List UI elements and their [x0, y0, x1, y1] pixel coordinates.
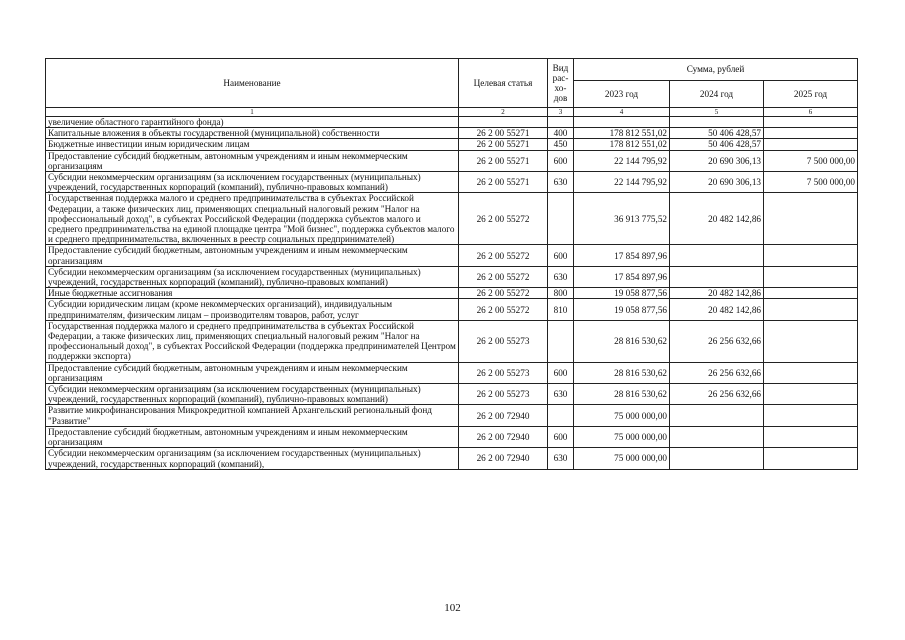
row-article: 26 2 00 55272 — [459, 288, 548, 299]
table-row — [46, 172, 858, 193]
row-name: Государственная поддержка малого и среднего предпринимательства в субъектах Российской Федерации, а также физических лиц, применяющих специальный налоговый режим "Налог на профессиональный доход", в субъектах Российской Федерации (поддержка субъектов малого и среднего предпринимательства на единой площадке центра "Мой бизнес", поддержка субъектов малого и среднего предпринимательства, включенных в реестр социальных предпринимателей) — [46, 193, 459, 245]
table-header — [46, 59, 858, 117]
row-sum-2024: 20 690 306,13 — [670, 150, 764, 171]
row-sum-2023: 178 812 551,02 — [574, 128, 670, 139]
row-kind: 800 — [548, 288, 574, 299]
row-kind — [548, 117, 574, 128]
row-article: 26 2 00 55273 — [459, 320, 548, 362]
table-row — [46, 128, 858, 139]
row-sum-2023: 17 854 897,96 — [574, 245, 670, 266]
row-sum-2023: 75 000 000,00 — [574, 448, 670, 469]
row-name: Предоставление субсидий бюджетным, автономным учреждениям и иным некоммерческим организациям — [46, 150, 459, 171]
row-sum-2024: 20 482 142,86 — [670, 193, 764, 245]
table-body — [46, 117, 858, 470]
row-article — [459, 117, 548, 128]
row-sum-2024 — [670, 117, 764, 128]
table-row — [46, 193, 858, 245]
column-index: 2 — [459, 108, 548, 117]
row-sum-2024 — [670, 266, 764, 287]
row-kind — [548, 405, 574, 426]
row-kind: 600 — [548, 362, 574, 383]
row-name: Предоставление субсидий бюджетным, автономным учреждениям и иным некоммерческим организациям — [46, 426, 459, 447]
row-kind: 600 — [548, 150, 574, 171]
row-sum-2024 — [670, 426, 764, 447]
row-name: Субсидии некоммерческим организациям (за исключением государственных (муниципальных) учреждений, государственных корпораций (компаний), публично-правовых компаний) — [46, 172, 459, 193]
table-row — [46, 362, 858, 383]
row-article: 26 2 00 55273 — [459, 384, 548, 405]
table-row — [46, 245, 858, 266]
table-row — [46, 288, 858, 299]
column-index: 3 — [548, 108, 574, 117]
row-name: Развитие микрофинансирования Микрокредитной компанией Архангельский региональный фонд "Развитие" — [46, 405, 459, 426]
row-sum-2024 — [670, 405, 764, 426]
row-sum-2023: 75 000 000,00 — [574, 405, 670, 426]
row-name: Субсидии некоммерческим организациям (за исключением государственных (муниципальных) учреждений, государственных корпораций (компаний), — [46, 448, 459, 469]
row-article: 26 2 00 55272 — [459, 266, 548, 287]
row-sum-2023: 28 816 530,62 — [574, 384, 670, 405]
row-article: 26 2 00 55273 — [459, 362, 548, 383]
header-article: Целевая статья — [459, 59, 548, 108]
row-kind — [548, 320, 574, 362]
row-article: 26 2 00 55271 — [459, 150, 548, 171]
row-sum-2023: 22 144 795,92 — [574, 172, 670, 193]
row-sum-2024 — [670, 448, 764, 469]
row-sum-2023: 22 144 795,92 — [574, 150, 670, 171]
row-sum-2025 — [764, 426, 858, 447]
row-name: увеличение областного гарантийного фонда) — [46, 117, 459, 128]
row-name: Капитальные вложения в объекты государственной (муниципальной) собственности — [46, 128, 459, 139]
row-sum-2024: 26 256 632,66 — [670, 384, 764, 405]
row-sum-2025 — [764, 362, 858, 383]
budget-table — [45, 58, 858, 470]
row-sum-2023: 75 000 000,00 — [574, 426, 670, 447]
header-name: Наименование — [46, 59, 459, 108]
row-kind: 600 — [548, 245, 574, 266]
table-row — [46, 384, 858, 405]
row-kind: 630 — [548, 448, 574, 469]
row-kind: 600 — [548, 426, 574, 447]
header-year-2025: 2025 год — [764, 81, 858, 108]
row-sum-2025 — [764, 266, 858, 287]
row-sum-2024: 20 482 142,86 — [670, 299, 764, 320]
row-sum-2023: 17 854 897,96 — [574, 266, 670, 287]
table-row — [46, 426, 858, 447]
row-sum-2023: 19 058 877,56 — [574, 299, 670, 320]
row-sum-2024: 50 406 428,57 — [670, 128, 764, 139]
table-row — [46, 266, 858, 287]
row-sum-2024: 26 256 632,66 — [670, 320, 764, 362]
row-name: Предоставление субсидий бюджетным, автономным учреждениям и иным некоммерческим организациям — [46, 245, 459, 266]
row-name: Субсидии некоммерческим организациям (за исключением государственных (муниципальных) учреждений, государственных корпораций (компаний), публично-правовых компаний) — [46, 266, 459, 287]
row-name: Субсидии юридическим лицам (кроме некоммерческих организаций), индивидуальным предпринимателям, физическим лицам – производителям товаров, работ, услуг — [46, 299, 459, 320]
row-sum-2025 — [764, 448, 858, 469]
row-sum-2025 — [764, 245, 858, 266]
row-kind: 630 — [548, 384, 574, 405]
header-year-2023: 2023 год — [574, 81, 670, 108]
row-name: Бюджетные инвестиции иным юридическим лицам — [46, 139, 459, 150]
table-row — [46, 299, 858, 320]
row-kind: 810 — [548, 299, 574, 320]
row-name: Субсидии некоммерческим организациям (за исключением государственных (муниципальных) учреждений, государственных корпораций (компаний), публично-правовых компаний) — [46, 384, 459, 405]
row-kind: 630 — [548, 266, 574, 287]
row-sum-2025 — [764, 139, 858, 150]
row-article: 26 2 00 72940 — [459, 448, 548, 469]
table-row — [46, 117, 858, 128]
row-article: 26 2 00 55272 — [459, 299, 548, 320]
row-kind — [548, 193, 574, 245]
row-sum-2025 — [764, 299, 858, 320]
row-sum-2024: 50 406 428,57 — [670, 139, 764, 150]
row-sum-2023: 19 058 877,56 — [574, 288, 670, 299]
row-sum-2023: 36 913 775,52 — [574, 193, 670, 245]
row-sum-2024: 20 690 306,13 — [670, 172, 764, 193]
row-sum-2025 — [764, 320, 858, 362]
header-sum: Сумма, рублей — [574, 59, 858, 81]
row-sum-2025 — [764, 384, 858, 405]
row-sum-2023: 28 816 530,62 — [574, 320, 670, 362]
row-article: 26 2 00 55271 — [459, 172, 548, 193]
row-kind: 630 — [548, 172, 574, 193]
row-article: 26 2 00 72940 — [459, 426, 548, 447]
row-kind: 450 — [548, 139, 574, 150]
table-row — [46, 139, 858, 150]
row-sum-2024: 20 482 142,86 — [670, 288, 764, 299]
row-sum-2025 — [764, 193, 858, 245]
column-index: 1 — [46, 108, 459, 117]
table-row — [46, 405, 858, 426]
row-article: 26 2 00 55271 — [459, 128, 548, 139]
row-sum-2025 — [764, 405, 858, 426]
column-index: 4 — [574, 108, 670, 117]
header-year-2024: 2024 год — [670, 81, 764, 108]
page-number: 102 — [444, 602, 461, 614]
row-article: 26 2 00 55272 — [459, 193, 548, 245]
row-name: Государственная поддержка малого и среднего предпринимательства в субъектах Российской Федерации, а также физических лиц, применяющих специальный налоговый режим "Налог на профессиональный доход", в субъектах Российской Федерации (поддержка предпринимателей Центром поддержки экспорта) — [46, 320, 459, 362]
row-article: 26 2 00 55271 — [459, 139, 548, 150]
row-article: 26 2 00 55272 — [459, 245, 548, 266]
column-index: 5 — [670, 108, 764, 117]
row-sum-2025 — [764, 117, 858, 128]
row-sum-2025 — [764, 128, 858, 139]
row-sum-2025: 7 500 000,00 — [764, 150, 858, 171]
row-sum-2023 — [574, 117, 670, 128]
table-row — [46, 150, 858, 171]
row-article: 26 2 00 72940 — [459, 405, 548, 426]
row-sum-2024 — [670, 245, 764, 266]
row-sum-2023: 28 816 530,62 — [574, 362, 670, 383]
row-sum-2024: 26 256 632,66 — [670, 362, 764, 383]
row-name: Иные бюджетные ассигнования — [46, 288, 459, 299]
row-sum-2025: 7 500 000,00 — [764, 172, 858, 193]
row-kind: 400 — [548, 128, 574, 139]
table-row — [46, 448, 858, 469]
row-name: Предоставление субсидий бюджетным, автономным учреждениям и иным некоммерческим организациям — [46, 362, 459, 383]
table-row — [46, 320, 858, 362]
header-kind: Вид рас-хо-дов — [548, 59, 574, 108]
column-index: 6 — [764, 108, 858, 117]
row-sum-2023: 178 812 551,02 — [574, 139, 670, 150]
row-sum-2025 — [764, 288, 858, 299]
column-index-row — [46, 108, 858, 117]
